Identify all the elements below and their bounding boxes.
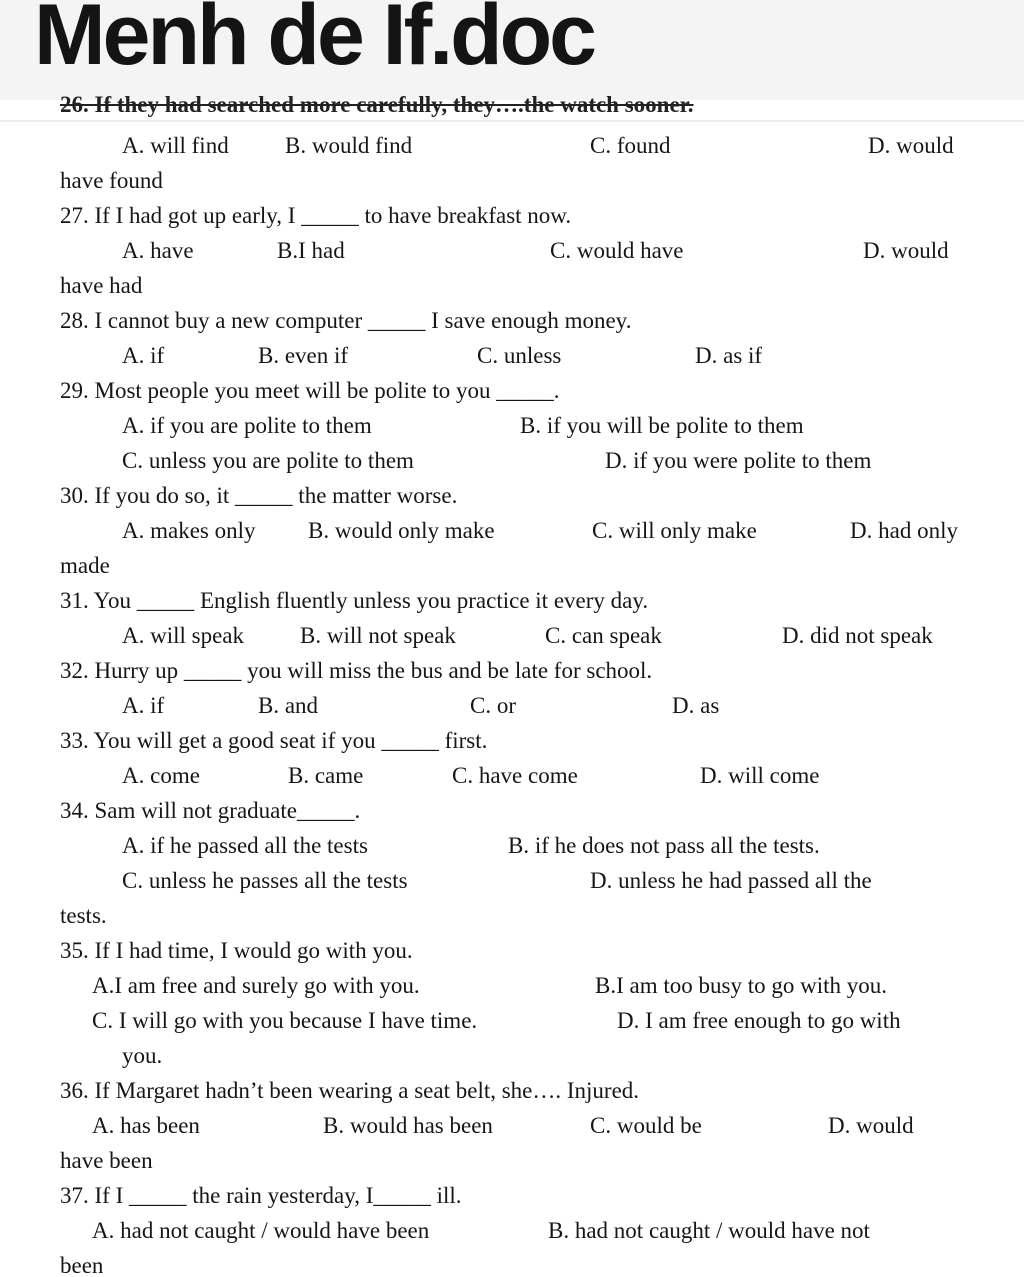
text-segment: D. will come — [700, 763, 820, 788]
text-segment: have been — [60, 1148, 153, 1173]
doc-line — [0, 518, 1024, 549]
doc-line — [0, 588, 1024, 619]
text-segment: C. unless he passes all the tests — [122, 868, 408, 893]
text-segment: A. has been — [92, 1113, 200, 1138]
text-segment: C. have come — [452, 763, 578, 788]
text-segment: A. will speak — [122, 623, 245, 648]
text-segment: 35. If I had time, I would go with you. — [60, 938, 413, 963]
text-segment: B. and — [258, 693, 319, 718]
text-segment: D. would — [868, 133, 954, 158]
doc-line — [0, 693, 1024, 724]
doc-line — [0, 1113, 1024, 1144]
text-segment: 34. Sam will not graduate_____. — [60, 798, 361, 823]
doc-line — [0, 133, 1024, 164]
text-segment: C. unless you are polite to them — [122, 448, 414, 473]
text-segment: A. makes only — [122, 518, 256, 543]
doc-line — [0, 1148, 1024, 1179]
text-segment: have had — [60, 273, 143, 298]
doc-line — [0, 728, 1024, 759]
text-segment: C. I will go with you because I have time. — [92, 1008, 478, 1033]
doc-line — [0, 658, 1024, 689]
text-segment: D. would — [828, 1113, 914, 1138]
text-segment: B. had not caught / would have not — [548, 1218, 870, 1243]
doc-line — [0, 413, 1024, 444]
text-segment: been — [60, 1253, 104, 1277]
doc-line — [0, 763, 1024, 794]
doc-line — [0, 1218, 1024, 1249]
doc-line — [0, 798, 1024, 829]
doc-line — [0, 238, 1024, 269]
text-segment: D. as if — [695, 343, 763, 368]
text-segment: 37. If I _____ the rain yesterday, I_____ ill. — [60, 1183, 462, 1208]
text-segment: B. will not speak — [300, 623, 456, 648]
text-segment: C. will only make — [592, 518, 757, 543]
text-segment: 29. Most people you meet will be polite to you _____. — [60, 378, 560, 403]
text-segment: 30. If you do so, it _____ the matter worse. — [60, 483, 458, 508]
doc-line — [0, 1253, 1024, 1277]
text-segment: D. as — [672, 693, 720, 718]
doc-line — [0, 448, 1024, 479]
text-segment: 26. If they had searched more carefully, they….the watch sooner. — [60, 96, 694, 117]
doc-line — [0, 868, 1024, 899]
text-segment: C. found — [590, 133, 671, 158]
text-segment: D. would — [863, 238, 949, 263]
text-segment: A. if he passed all the tests — [122, 833, 368, 858]
text-segment: A. had not caught / would have been — [92, 1218, 430, 1243]
text-segment: C. or — [470, 693, 516, 718]
text-segment: 32. Hurry up _____ you will miss the bus and be late for school. — [60, 658, 653, 683]
text-segment: B.I am too busy to go with you. — [595, 973, 887, 998]
doc-line — [0, 833, 1024, 864]
text-segment: D. had only — [850, 518, 958, 543]
text-segment: A. will find — [122, 133, 229, 158]
text-segment: you. — [122, 1043, 163, 1068]
text-segment: A. if — [122, 693, 165, 718]
doc-line — [0, 273, 1024, 304]
doc-line — [0, 553, 1024, 584]
text-segment: D. unless he had passed all the — [590, 868, 872, 893]
doc-line — [0, 623, 1024, 654]
text-segment: tests. — [60, 903, 107, 928]
text-segment: C. can speak — [545, 623, 662, 648]
text-segment: 36. If Margaret hadn’t been wearing a seat belt, she…. Injured. — [60, 1078, 640, 1103]
text-segment: B.I had — [277, 238, 345, 263]
doc-line — [0, 343, 1024, 374]
doc-line — [0, 973, 1024, 1004]
text-segment: B. would find — [285, 133, 413, 158]
doc-line — [0, 308, 1024, 339]
text-segment: made — [60, 553, 110, 578]
text-segment: A. come — [122, 763, 200, 788]
text-segment: B. would has been — [323, 1113, 493, 1138]
text-segment: B. would only make — [308, 518, 495, 543]
text-segment: A. have — [122, 238, 194, 263]
doc-line — [0, 1183, 1024, 1214]
document-title: Menh de If.doc — [34, 0, 594, 83]
text-segment: C. unless — [477, 343, 562, 368]
text-segment: 33. You will get a good seat if you _____ first. — [60, 728, 488, 753]
doc-line — [0, 903, 1024, 934]
text-segment: have found — [60, 168, 163, 193]
text-segment: B. if you will be polite to them — [520, 413, 804, 438]
text-segment: C. would be — [590, 1113, 702, 1138]
text-segment: A. if you are polite to them — [122, 413, 372, 438]
doc-line — [0, 483, 1024, 514]
text-segment: 27. If I had got up early, I _____ to have breakfast now. — [60, 203, 572, 228]
doc-line — [0, 96, 1024, 121]
doc-line — [0, 938, 1024, 969]
text-segment: D. if you were polite to them — [605, 448, 872, 473]
doc-line — [0, 1078, 1024, 1109]
text-segment: B. if he does not pass all the tests. — [508, 833, 820, 858]
text-segment: 28. I cannot buy a new computer _____ I save enough money. — [60, 308, 632, 333]
text-segment: 31. You _____ English fluently unless you practice it every day. — [60, 588, 649, 613]
doc-line — [0, 168, 1024, 199]
text-segment: C. would have — [550, 238, 684, 263]
text-segment: D. I am free enough to go with — [617, 1008, 901, 1033]
text-segment: B. even if — [258, 343, 349, 368]
text-segment: A. if — [122, 343, 165, 368]
doc-line — [0, 1008, 1024, 1039]
doc-line — [0, 378, 1024, 409]
doc-line — [0, 1043, 1024, 1074]
text-segment: A.I am free and surely go with you. — [92, 973, 420, 998]
doc-line — [0, 203, 1024, 234]
text-segment: D. did not speak — [782, 623, 933, 648]
text-segment: B. came — [288, 763, 364, 788]
